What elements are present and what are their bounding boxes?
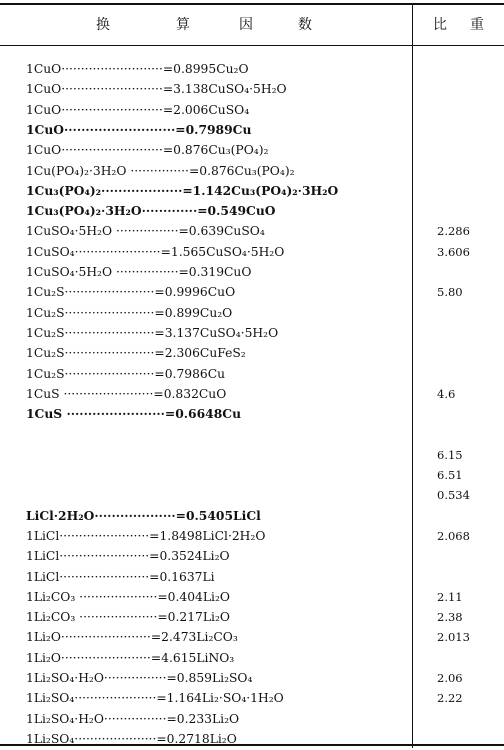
formula-cell: LiCl·2H₂O···················=0.5405LiCl <box>26 507 261 523</box>
formula-cell: 1Cu₂S·······················=0.899Cu₂O <box>26 305 233 320</box>
specific-gravity-cell: 2.38 <box>437 610 463 625</box>
formula-cell: 1CuO··························=3.138CuSO₄·5H₂O <box>26 82 287 97</box>
specific-gravity-cell: 2.013 <box>437 630 470 645</box>
specific-gravity-cell: 4.6 <box>437 386 456 401</box>
formula-cell: 1Li₂CO₃ ····················=0.404Li₂O <box>26 589 230 604</box>
formula-cell: 1Li₂O·······················=4.615LiNO₃ <box>26 650 235 665</box>
formula-cell: 1CuSO₄······················=1.565CuSO₄·5H₂O <box>26 244 285 259</box>
formula-cell: 1Cu₂S·······················=2.306CuFeS₂ <box>26 346 246 361</box>
formula-cell: 1Li₂O·······················=2.473Li₂CO₃ <box>26 630 238 645</box>
specific-gravity-cell: 2.06 <box>437 671 463 685</box>
specific-gravity-cell: 6.51 <box>437 468 463 482</box>
formula-cell: 1Li₂SO₄·H₂O················=0.859Li₂SO₄ <box>26 671 253 685</box>
specific-gravity-cell: 2.286 <box>437 224 470 239</box>
formula-cell: 1CuSO₄·5H₂O ················=0.319CuO <box>26 265 252 279</box>
specific-gravity-cell: 0.534 <box>437 488 470 503</box>
factor-header-char-3: 因 <box>239 17 253 33</box>
formula-cell: 1Cu₂S·······················=0.7986Cu <box>26 366 226 381</box>
formula-cell: 1Cu₂S·······················=0.9996CuO <box>26 285 236 300</box>
specific-gravity-cell: 2.11 <box>437 589 463 604</box>
formula-cell: 1LiCl·······················=0.1637Li <box>26 569 215 584</box>
formula-cell: 1CuO··························=2.006CuSO₄ <box>26 102 250 117</box>
top-rule <box>0 3 504 5</box>
formula-cell: 1Cu₃(PO₄)₂·3H₂O·············=0.549CuO <box>26 203 276 219</box>
factor-header-char-1: 换 <box>96 17 110 33</box>
formula-cell: 1Li₂CO₃ ····················=0.217Li₂O <box>26 610 230 625</box>
gravity-header-char-1: 比 <box>433 17 447 33</box>
formula-cell: 1Li₂SO₄·····················=1.164Li₂·SO₄·1H₂O <box>26 691 284 706</box>
formula-cell: 1LiCl·······················=1.8498LiCl·2H₂O <box>26 528 266 543</box>
factor-header-char-2: 算 <box>176 17 190 33</box>
specific-gravity-cell: 2.068 <box>437 528 470 543</box>
header-rule <box>0 45 504 46</box>
factor-header-char-4: 数 <box>298 17 312 33</box>
specific-gravity-cell: 3.606 <box>437 244 470 259</box>
formula-cell: 1CuS ·······················=0.832CuO <box>26 386 227 401</box>
formula-cell: 1CuO··························=0.7989Cu <box>26 121 252 137</box>
formula-cell: 1LiCl·······················=0.3524Li₂O <box>26 549 230 564</box>
formula-cell: 1Cu₃(PO₄)₂···················=1.142Cu₃(PO₄)₂·3H₂O <box>26 182 339 198</box>
formula-cell: 1CuSO₄·5H₂O ················=0.639CuSO₄ <box>26 224 265 239</box>
formula-cell: 1CuS ·······················=0.6648Cu <box>26 406 242 422</box>
specific-gravity-cell: 6.15 <box>437 447 463 462</box>
column-divider <box>412 3 413 748</box>
formula-cell: 1CuO··························=0.8995Cu₂O <box>26 62 249 76</box>
specific-gravity-cell: 2.22 <box>437 691 463 706</box>
specific-gravity-cell: 5.80 <box>437 285 463 300</box>
formula-cell: 1Li₂SO₄·····················=0.2718Li₂O <box>26 731 237 746</box>
formula-cell: 1CuO··························=0.876Cu₃(PO₄)₂ <box>26 143 269 158</box>
formula-cell: 1Li₂SO₄·H₂O················=0.233Li₂O <box>26 711 240 726</box>
gravity-header-char-2: 重 <box>470 17 484 33</box>
formula-cell: 1Cu(PO₄)₂·3H₂O ···············=0.876Cu₃(PO₄)₂ <box>26 163 295 178</box>
formula-cell: 1Cu₂S·······················=3.137CuSO₄·5H₂O <box>26 325 279 340</box>
